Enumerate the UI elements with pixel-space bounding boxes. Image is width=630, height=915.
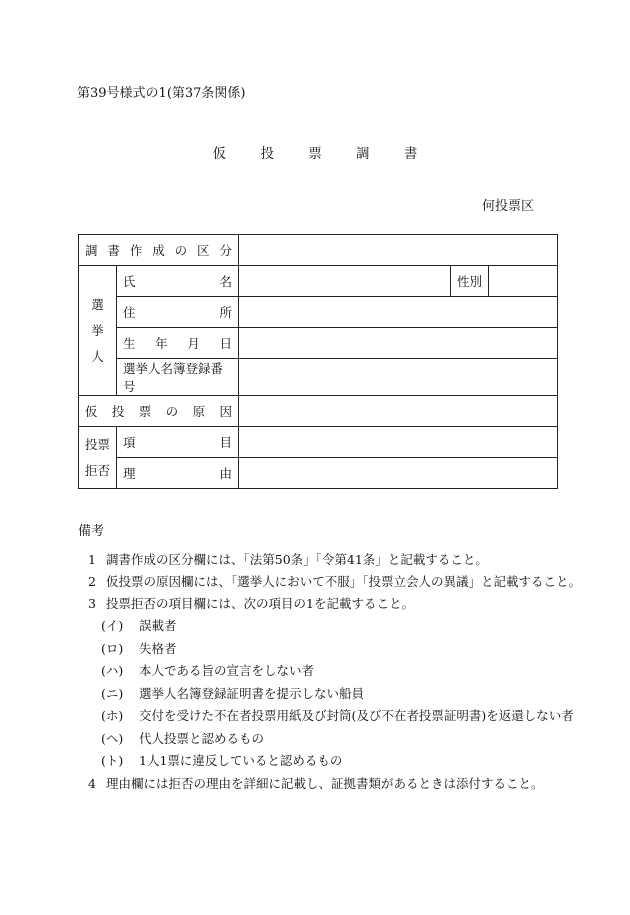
note-subitem: (ロ) 失格者 (101, 640, 177, 656)
provisional-reason-label: 仮 投 票 の 原 因 (79, 396, 239, 427)
notes-heading: 備考 (78, 524, 105, 539)
category-label: 調 書 作 成 の 区 分 (79, 235, 239, 266)
item-label: 項 目 (117, 427, 239, 458)
address-field[interactable] (239, 297, 558, 328)
birthdate-label: 生 年 月 日 (117, 328, 239, 359)
register-number-label: 選挙人名簿登録番号 (117, 359, 239, 396)
investigation-form-table (78, 234, 558, 489)
category-field[interactable] (239, 235, 558, 266)
address-label: 住 所 (117, 297, 239, 328)
polling-district: 何投票区 (481, 199, 534, 214)
note-item: 4 理由欄には拒否の理由を詳細に記載し、証拠書類があるときは添付すること。 (88, 775, 544, 791)
birthdate-field[interactable] (239, 328, 558, 359)
table-row (79, 235, 558, 266)
gender-field[interactable] (489, 266, 558, 297)
note-subitem: (イ) 誤載者 (101, 618, 177, 633)
refusal-group-label: 投票 拒否 (79, 427, 117, 489)
name-field[interactable] (239, 266, 451, 297)
document-title: 仮 投 票 調 書 (212, 146, 433, 162)
note-subitem: (ト) 1人1票に違反していると認めるもの (101, 753, 343, 768)
name-label: 氏 名 (117, 266, 239, 297)
table-row (79, 359, 558, 396)
item-field[interactable] (239, 427, 558, 458)
reason-field[interactable] (239, 458, 558, 489)
form-number: 第39号様式の1(第37条関係) (77, 86, 246, 101)
voter-group-label: 選 挙 人 (79, 266, 117, 396)
table-row (79, 297, 558, 328)
table-row (79, 266, 558, 297)
table-row (79, 328, 558, 359)
provisional-reason-field[interactable] (239, 396, 558, 427)
note-subitem: (ホ) 交付を受けた不在者投票用紙及び封筒(及び不在者投票証明書)を返還しない者 (101, 708, 574, 723)
register-number-field[interactable] (239, 359, 558, 396)
note-subitem: (ヘ) 代人投票と認めるもの (101, 730, 265, 746)
table-row (79, 427, 558, 458)
notes-section (78, 520, 582, 795)
note-subitem: (ハ) 本人である旨の宣言をしない者 (101, 663, 315, 678)
note-item: 1 調書作成の区分欄には、「法第50条」「令第41条」と記載すること。 (88, 552, 488, 567)
table-row (79, 396, 558, 427)
table-row (79, 458, 558, 489)
gender-label: 性別 (451, 266, 489, 297)
note-subitem: (ニ) 選挙人名簿登録証明書を提示しない船員 (101, 685, 365, 701)
note-item: 2 仮投票の原因欄には、「選挙人において不服」「投票立会人の異議」と記載すること。 (88, 574, 582, 589)
reason-label: 理 由 (117, 458, 239, 489)
note-item: 3 投票拒否の項目欄には、次の項目の1を記載すること。 (88, 596, 414, 611)
